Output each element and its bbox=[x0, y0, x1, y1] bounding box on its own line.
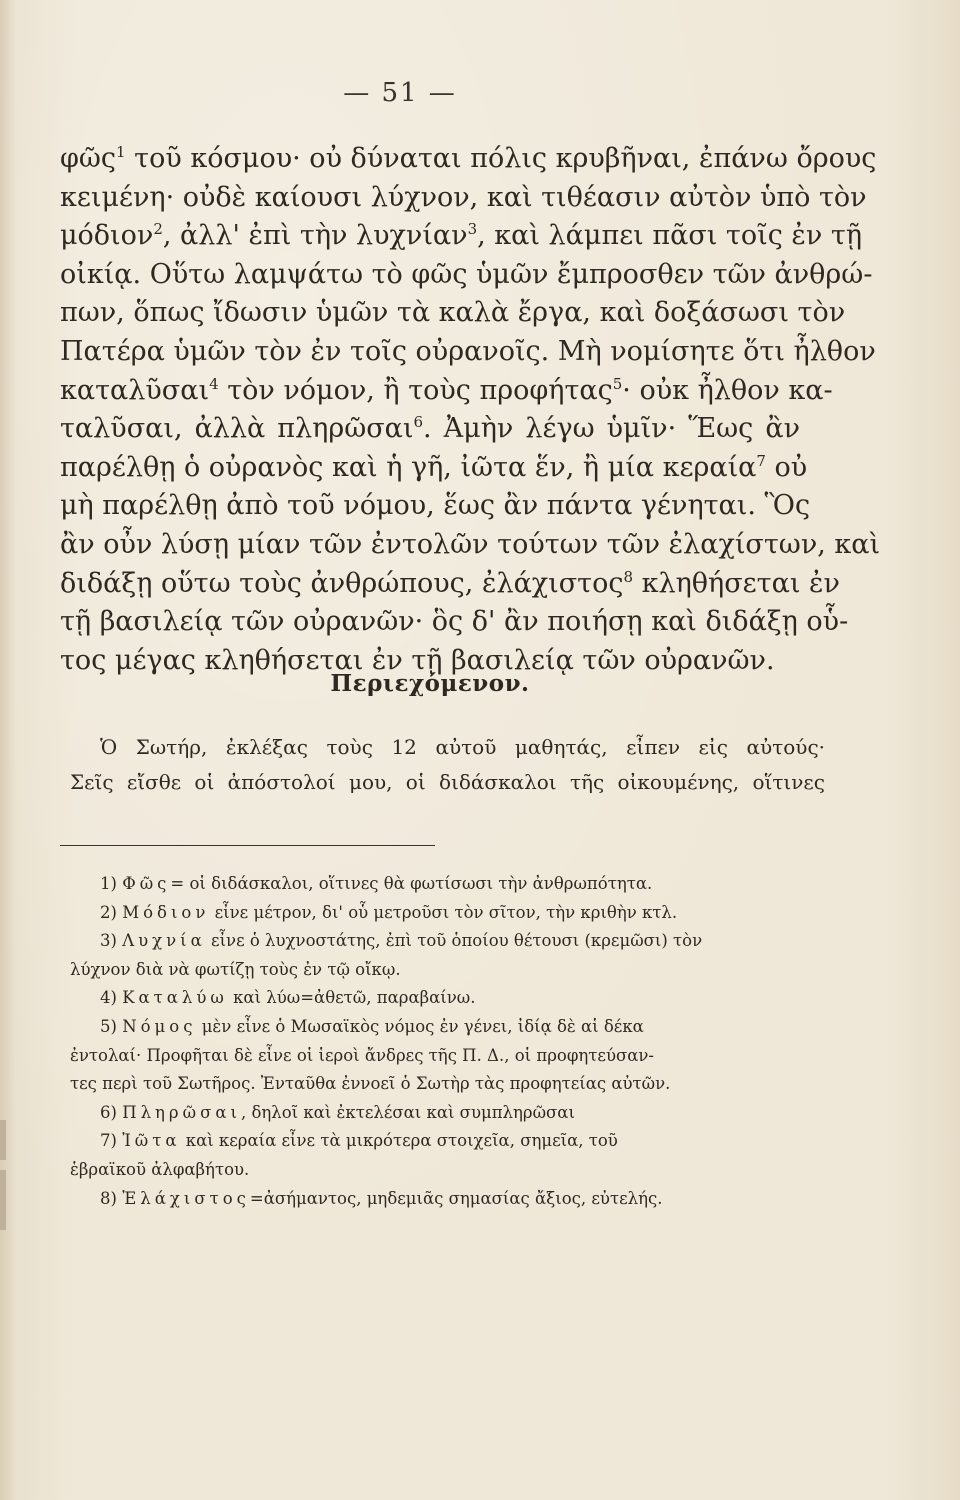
footnote-number: 2) bbox=[100, 902, 123, 922]
footnote-term: Φῶς bbox=[122, 874, 171, 893]
footnote-marker: 7 bbox=[756, 451, 766, 470]
text-line bbox=[60, 565, 840, 604]
footnote-text: εἶνε μέτρον, δι' οὗ μετροῦσι τὸν σῖτον, τὴν κριθὴν κτλ. bbox=[209, 902, 678, 922]
footnote-line bbox=[70, 870, 820, 899]
footnote-text: λύχνον διὰ νὰ φωτίζῃ τοὺς ἐν τῷ οἴκῳ. bbox=[70, 959, 401, 979]
text-line bbox=[60, 217, 863, 256]
text-line bbox=[60, 294, 846, 333]
footnote-text: μὲν εἶνε ὁ Μωσαϊκὸς νόμος ἐν γένει, ἰδίᾳ δὲ αἱ δέκα bbox=[196, 1016, 644, 1036]
text-segment: πων, ὅπως ἴδωσιν ὑμῶν τὰ καλὰ ἔργα, καὶ δοξάσωσι τὸν bbox=[60, 297, 846, 329]
text-line bbox=[60, 410, 800, 449]
footnote-line bbox=[70, 1070, 820, 1099]
footnote-text: = οἱ διδάσκαλοι, οἵτινες θὰ φωτίσωσι τὴν ἀνθρωπότητα. bbox=[170, 874, 653, 893]
footnote-line bbox=[70, 1127, 820, 1156]
footnote-text: καὶ λύω=ἀθετῶ, παραβαίνω. bbox=[227, 988, 476, 1008]
footnote-number: 1) bbox=[100, 874, 123, 893]
footnote-number: 8) bbox=[100, 1188, 123, 1208]
footnote-line bbox=[70, 1013, 820, 1042]
text-line bbox=[60, 526, 881, 565]
footnote-line bbox=[70, 956, 820, 985]
footnote-line bbox=[70, 1042, 820, 1071]
text-line bbox=[60, 449, 808, 488]
footnote-line bbox=[70, 1156, 820, 1185]
footnote-marker: 8 bbox=[623, 567, 634, 586]
text-segment: . Ἀμὴν λέγω ὑμῖν· Ἕως ἂν bbox=[423, 413, 800, 445]
margin-mark bbox=[0, 1170, 6, 1230]
page-edge-shadow bbox=[0, 0, 16, 1500]
text-segment: διδάξῃ οὕτω τοὺς ἀνθρώπους, ἐλάχιστος bbox=[60, 567, 624, 599]
text-line bbox=[60, 179, 867, 218]
text-segment: ἂν οὖν λύσῃ μίαν τῶν ἐντολῶν τούτων τῶν ἐλαχίστων, καὶ bbox=[60, 528, 881, 560]
text-segment: μὴ παρέλθῃ ἀπὸ τοῦ νόμου, ἕως ἂν πάντα γένηται. Ὃς bbox=[60, 490, 811, 522]
text-segment: μόδιον bbox=[60, 220, 154, 252]
footnote-term: Ἰῶτα bbox=[122, 1131, 181, 1151]
footnote-text: ἑβραϊκοῦ ἀλφαβήτου. bbox=[70, 1159, 250, 1179]
text-segment: · οὐκ ἦλθον κα- bbox=[622, 374, 833, 406]
page-number: — 51 — bbox=[343, 78, 457, 108]
text-segment: τῇ βασιλείᾳ τῶν οὐρανῶν· ὃς δ' ἂν ποιήσῃ καὶ διδάξῃ οὗ- bbox=[60, 606, 849, 638]
text-segment: οὐ bbox=[765, 451, 808, 483]
text-segment: τοῦ κόσμου· οὐ δύναται πόλις κρυβῆναι, ἐπάνω ὄρους bbox=[125, 143, 877, 174]
margin-mark bbox=[0, 1120, 6, 1160]
footnote-line bbox=[70, 899, 820, 928]
footnote-line bbox=[70, 927, 820, 956]
footnote-term: Καταλύω bbox=[122, 988, 228, 1008]
footnote-marker: 5 bbox=[612, 374, 623, 393]
footnote-number: 6) bbox=[100, 1102, 123, 1122]
footnote-marker: 4 bbox=[209, 374, 219, 393]
footnote-term: Ἐλάχιστος bbox=[122, 1188, 250, 1208]
text-line bbox=[60, 333, 876, 372]
footnote-marker: 6 bbox=[413, 413, 424, 432]
text-line bbox=[60, 603, 849, 642]
main-text bbox=[60, 140, 881, 680]
footnote-rule bbox=[60, 845, 435, 846]
footnote-text: εἶνε ὁ λυχνοστάτης, ἐπὶ τοῦ ὁποίου θέτουσι (κρεμῶσι) τὸν bbox=[205, 931, 703, 951]
footnote-text: τες περὶ τοῦ Σωτῆρος. Ἐνταῦθα ἐννοεῖ ὁ Σωτὴρ τὰς προφητείας αὐτῶν. bbox=[70, 1074, 671, 1094]
summary-line: Ὁ Σωτήρ, ἐκλέξας τοὺς 12 αὐτοῦ μαθητάς, εἶπεν εἰς αὐτούς· bbox=[100, 735, 825, 759]
footnote-marker: 3 bbox=[467, 220, 478, 239]
footnote-marker: 2 bbox=[153, 220, 163, 239]
text-segment: , ἀλλ' ἐπὶ τὴν λυχνίαν bbox=[162, 220, 468, 252]
text-line bbox=[60, 372, 833, 411]
text-line bbox=[60, 140, 877, 179]
footnote-marker: 1 bbox=[116, 143, 126, 161]
text-segment: Πατέρα ὑμῶν τὸν ἐν τοῖς οὐρανοῖς. Μὴ νομίσητε ὅτι ἦλθον bbox=[60, 335, 876, 367]
footnote-text: =ἀσήμαντος, μηδεμιᾶς σημασίας ἄξιος, εὐτελής. bbox=[249, 1188, 663, 1208]
text-segment: φῶς bbox=[60, 143, 117, 174]
text-segment: τος μέγας κληθήσεται ἐν τῇ βασιλείᾳ τῶν οὐρανῶν. bbox=[60, 644, 775, 676]
footnote-term: Μόδιον bbox=[122, 902, 210, 922]
footnote-term: Νόμος bbox=[122, 1016, 197, 1036]
text-segment: καταλῦσαι bbox=[60, 374, 210, 406]
footnote-number: 4) bbox=[100, 988, 123, 1008]
text-line bbox=[60, 256, 873, 295]
footnotes bbox=[70, 870, 820, 1213]
text-segment: κληθήσεται ἐν bbox=[633, 567, 840, 599]
text-segment: ταλῦσαι, ἀλλὰ πληρῶσαι bbox=[60, 413, 414, 445]
text-line bbox=[60, 487, 811, 526]
text-segment: , καὶ λάμπει πᾶσι τοῖς ἐν τῇ bbox=[477, 220, 863, 252]
summary-paragraph bbox=[70, 730, 825, 800]
footnote-line bbox=[70, 1099, 820, 1128]
summary-line: Σεῖς εἴσθε οἱ ἀπόστολοί μου, οἱ διδάσκαλοι τῆς οἰκουμένης, οἵτινες bbox=[70, 770, 825, 794]
footnote-number: 7) bbox=[100, 1131, 123, 1151]
footnote-number: 5) bbox=[100, 1016, 123, 1036]
footnote-line bbox=[70, 984, 820, 1013]
text-segment: οἰκίᾳ. Οὕτω λαμψάτω τὸ φῶς ὑμῶν ἔμπροσθεν τῶν ἀνθρώ- bbox=[60, 258, 873, 290]
footnote-term: Λυχνία bbox=[122, 931, 206, 951]
footnote-text: καὶ κεραία εἶνε τὰ μικρότερα στοιχεῖα, σημεῖα, τοῦ bbox=[180, 1131, 618, 1151]
footnote-line bbox=[70, 1185, 820, 1214]
text-segment: τὸν νόμον, ἢ τοὺς προφήτας bbox=[218, 374, 613, 406]
footnote-text: ἐντολαί· Προφῆται δὲ εἶνε οἱ ἱεροὶ ἄνδρες τῆς Π. Δ., οἱ προφητεύσαν- bbox=[70, 1045, 654, 1065]
text-segment: κειμένη· οὐδὲ καίουσι λύχνον, καὶ τιθέασιν αὐτὸν ὑπὸ τὸν bbox=[60, 181, 867, 213]
footnote-number: 3) bbox=[100, 931, 123, 951]
text-segment: παρέλθῃ ὁ οὐρανὸς καὶ ἡ γῆ, ἰῶτα ἕν, ἢ μία κεραία bbox=[60, 451, 757, 483]
section-heading: Περιεχόμενον. bbox=[330, 670, 530, 697]
footnote-term: Πληρῶσαι bbox=[122, 1102, 241, 1122]
footnote-text: , δηλοῖ καὶ ἐκτελέσαι καὶ συμπληρῶσαι bbox=[240, 1102, 575, 1122]
